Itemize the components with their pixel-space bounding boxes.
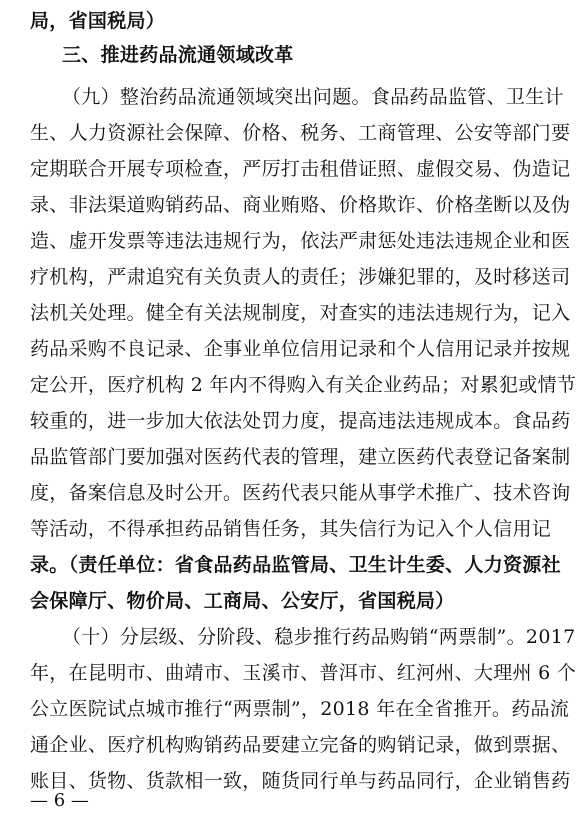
paragraph-10-line: （十）分层级、分阶段、稳步推行药品购销“两票制”。2017 xyxy=(62,626,576,648)
paragraph-9-line: 法机关处理。健全有关法规制度，对查实的违法违规行为，记入 xyxy=(30,302,571,324)
paragraph-10-line: 年，在昆明市、曲靖市、玉溪市、普洱市、红河州、大理州 6 个 xyxy=(30,662,577,684)
paragraph-10-line: 公立医院试点城市推行“两票制”，2018 年在全省推开。药品流 xyxy=(30,698,570,720)
paragraph-9-line: 生、人力资源社会保障、价格、税务、工商管理、公安等部门要 xyxy=(30,122,571,144)
paragraph-10-line: 账目、货物、货款相一致，随货同行单与药品同行，企业销售药 xyxy=(30,770,571,792)
paragraph-9-line: 会保障厅、物价局、工商局、公安厅，省国税局） xyxy=(30,590,455,612)
paragraph-9-line: 品监管部门要加强对医药代表的管理，建立医药代表登记备案制 xyxy=(30,446,571,468)
paragraph-9-line: 定期联合开展专项检查，严厉打击租借证照、虚假交易、伪造记 xyxy=(30,158,571,180)
paragraph-9-line: 疗机构，严肃追究有关负责人的责任；涉嫌犯罪的，及时移送司 xyxy=(30,266,571,288)
paragraph-9-line: 造、虚开发票等违法违规行为，依法严肃惩处违法违规企业和医 xyxy=(30,230,571,252)
paragraph-9-line: 定公开，医疗机构 2 年内不得购入有关企业药品；对累犯或情节 xyxy=(30,374,577,396)
paragraph-9-line: 录、非法渠道购销药品、商业贿赂、价格欺诈、价格垄断以及伪 xyxy=(30,194,571,216)
section-heading: 三、推进药品流通领域改革 xyxy=(62,44,294,66)
paragraph-9-line: 等活动，不得承担药品销售任务，其失信行为记入个人信用记 xyxy=(30,518,552,540)
paragraph-9-line: （九）整治药品流通领域突出问题。食品药品监管、卫生计 xyxy=(62,86,564,108)
paragraph-9-line: 药品采购不良记录、企事业单位信用记录和个人信用记录并按规 xyxy=(30,338,571,360)
page-number: — 6 — xyxy=(30,790,89,811)
paragraph-10-line: 通企业、医疗机构购销药品要建立完备的购销记录，做到票据、 xyxy=(30,734,571,756)
paragraph-9-line: 度，备案信息及时公开。医药代表只能从事学术推广、技术咨询 xyxy=(30,482,571,504)
paragraph-9-line: 较重的，进一步加大依法处罚力度，提高违法违规成本。食品药 xyxy=(30,410,571,432)
text-line: 局，省国税局） xyxy=(30,10,166,32)
paragraph-9-line: 录。（责任单位：省食品药品监管局、卫生计生委、人力资源社 xyxy=(30,554,561,576)
